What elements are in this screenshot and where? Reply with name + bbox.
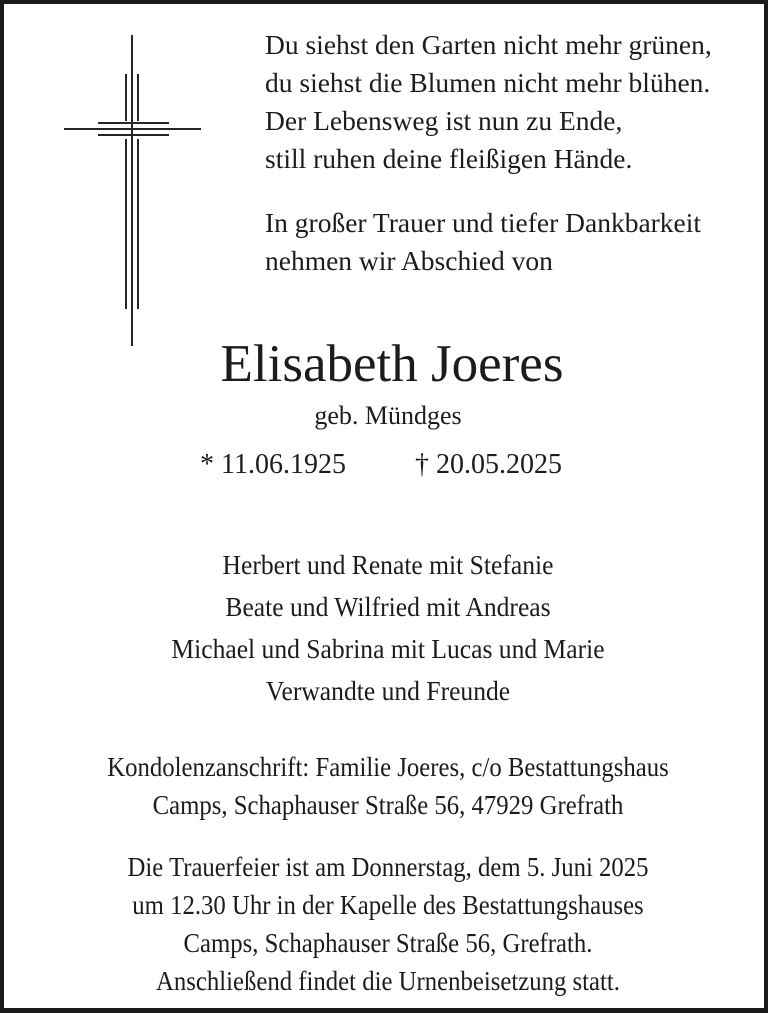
farewell-line: In großer Trauer und tiefer Dankbarkeit [265, 207, 702, 238]
maiden-name: geb. Mündges [314, 401, 462, 430]
poem-line: Der Lebensweg ist nun zu Ende, [265, 105, 623, 136]
address-line: Camps, Schaphauser Straße 56, 47929 Grefrath [152, 789, 624, 820]
poem [265, 26, 765, 280]
death-date: † 20.05.2025 [415, 449, 562, 480]
mourner-line: Verwandte und Freunde [265, 675, 511, 706]
mourner-line: Beate und Wilfried mit Andreas [225, 591, 551, 622]
farewell-line: nehmen wir Abschied von [265, 245, 553, 276]
poem-line: Du siehst den Garten nicht mehr grünen, [265, 29, 712, 60]
mourner-line: Herbert und Renate mit Stefanie [222, 549, 554, 580]
service-line: um 12.30 Uhr in der Kapelle des Bestattungshauses [132, 889, 644, 920]
poem-line: du siehst die Blumen nicht mehr blühen. [265, 67, 711, 98]
condolence-address [42, 748, 733, 824]
stanza-gap [265, 178, 765, 204]
service-line: Camps, Schaphauser Straße 56, Grefrath. [183, 927, 593, 958]
mourners-list [31, 544, 745, 712]
service-line: Anschließend findet die Urnenbeisetzung statt. [156, 965, 620, 996]
birth-date: * 11.06.1925 [200, 449, 346, 480]
address-line: Kondolenzanschrift: Familie Joeres, c/o Bestattungshaus [107, 751, 669, 782]
service-line: Die Trauerfeier ist am Donnerstag, dem 5. Juni 2025 [127, 851, 649, 882]
funeral-service-info [42, 848, 733, 1000]
life-dates [200, 448, 562, 482]
mourner-line: Michael und Sabrina mit Lucas und Marie [171, 633, 605, 664]
deceased-name: Elisabeth Joeres [220, 335, 564, 393]
poem-line: still ruhen deine fleißigen Hände. [265, 143, 633, 174]
